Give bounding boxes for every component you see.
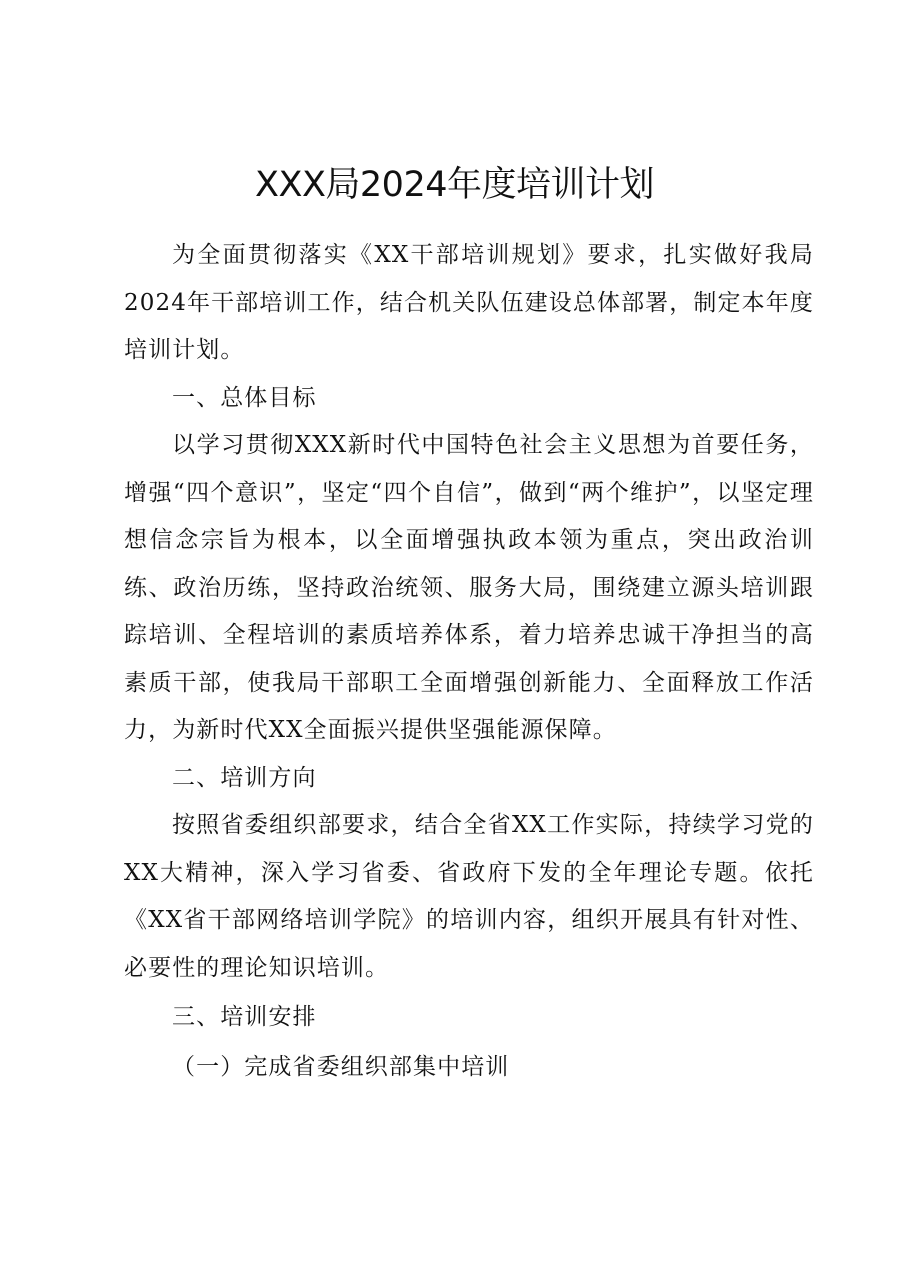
overall-goal-paragraph: 以学习贯彻XXX新时代中国特色社会主义思想为首要任务，增强“四个意识”，坚定“四个自信”，做到“两个维护”，以坚定理想信念宗旨为根本，以全面增强执政本领为重点，突出政治训练、政治历练，坚持政治统领、服务大局，围绕建立源头培训跟踪培训、全程培训的素质培养体系，着力培养忠诚干净担当的高素质干部，使我局干部职工全面增强创新能力、全面释放工作活力，为新时代XX全面振兴提供坚强能源保障。 (124, 432, 814, 743)
sub-heading-provincial-training: （一）完成省委组织部集中培训 (172, 1053, 510, 1080)
training-direction-paragraph: 按照省委组织部要求，结合全省XX工作实际，持续学习党的XX大精神，深入学习省委、省政府下发的全年理论专题。依托《XX省干部网络培训学院》的培训内容，组织开展具有针对性、必要性的理论知识培训。 (124, 812, 814, 981)
section-heading-training-arrangement: 三、培训安排 (172, 1004, 317, 1030)
section-heading-training-direction: 二、培训方向 (172, 764, 317, 791)
intro-paragraph: 为全面贯彻落实《XX干部培训规划》要求，扎实做好我局2024年干部培训工作，结合机关队伍建设总体部署，制定本年度培训计划。 (124, 242, 814, 363)
document-title: XXX局2024年度培训计划 (254, 165, 654, 205)
document-body (124, 232, 814, 1091)
section-heading-overall-goal: 一、总体目标 (172, 384, 317, 411)
